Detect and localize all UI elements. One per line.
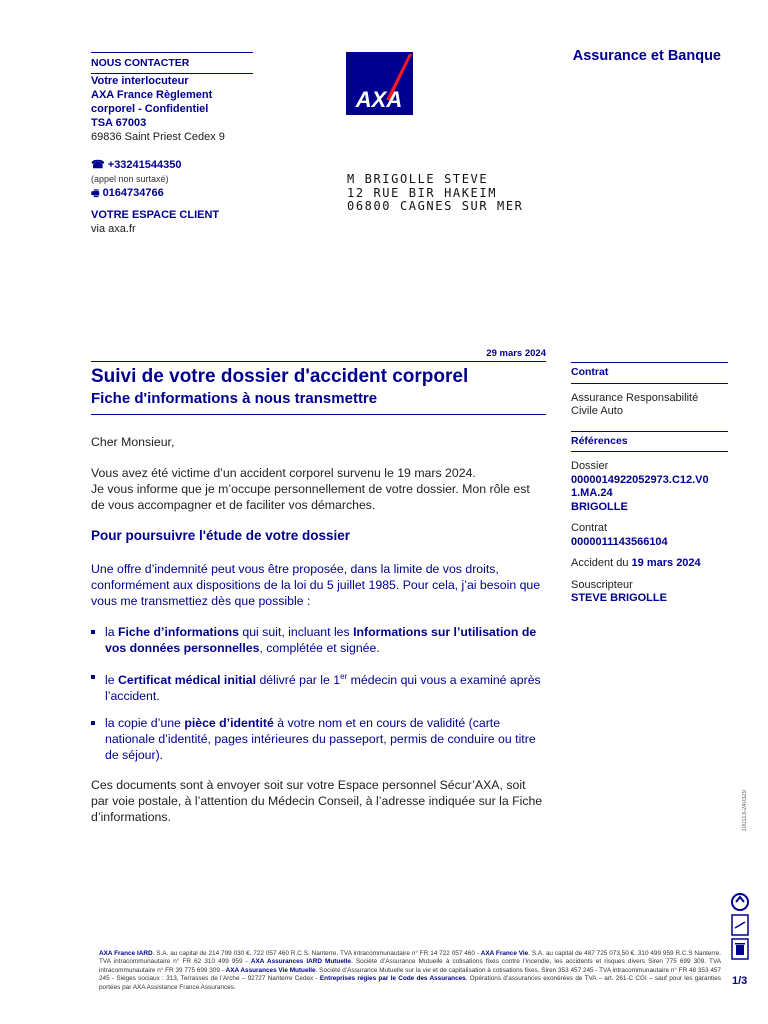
accident-row	[571, 557, 728, 571]
brand-tagline: Assurance et Banque	[572, 48, 721, 64]
contact-block	[91, 52, 253, 236]
subscriber-label: Souscripteur	[571, 578, 633, 591]
interlocutor-label: Votre interlocuteur	[91, 75, 189, 87]
phone-icon: ☎	[91, 159, 105, 171]
legal-footer: AXA France IARD. S.A. au capital de 214 799 030 €. 722 057 460 R.C.S. Nanterre. TVA intracommunautaire n° FR 14 722 057 460 - AXA France Vie. S.A. au capital de 487 725 073,50 €. 310 499 959 R.C.S Nanterre. TVA intracommunautaire n° FR 62 310 499 959 - AXA Assurances IARD Mutuelle. Société d’Assurance Mutuelle à cotisations fixes contre l’incendie, les accidents et risques divers Siren 775 699 309. TVA intracommunautaire n° FR 39 775 699 309 - AXA Assurances Vie Mutuelle. Société d’Assurance Mutuelle sur la vie et de capitalisation à cotisations fixes. Siren 353 457 245 - TVA intracommunautaire n° FR 48 353 457 245 - Sièges sociaux : 313, Terrasses de l’Arche – 92727 Nanterre Cedex - Entreprises régies par le Code des Assurances. Opérations d’assurances exonérées de TVA – art. 261-C CGI – sauf pour les garanties portées par AXA Assistance France Assurances.	[99, 950, 721, 991]
letter-title: Suivi de votre dossier d'accident corporel	[91, 366, 469, 387]
list-item: la Fiche d’informations qui suit, incluant les Informations sur l’utilisation de vos données personnelles, complétée et signée.	[91, 624, 546, 656]
recycle-icon	[730, 892, 750, 912]
accident-value: 19 mars 2024	[631, 557, 701, 569]
contact-heading: NOUS CONTACTER	[91, 52, 253, 70]
letter-date: 29 mars 2024	[91, 348, 546, 362]
recipient-line3: 06800 CAGNES SUR MER	[347, 199, 524, 213]
paper-icon	[730, 914, 750, 936]
dossier-value-2: 1.MA.24	[571, 487, 613, 499]
recipient-line1: M BRIGOLLE STEVE	[347, 172, 489, 186]
logo-text: AXA	[355, 87, 403, 112]
bullet3-bold: pièce d’identité	[184, 716, 274, 730]
client-space-link[interactable]: via axa.fr	[91, 223, 136, 235]
list-item: le Certificat médical initial délivré par le 1er médecin qui vous a examiné après l’accident.	[91, 669, 546, 704]
tsa: TSA 67003	[91, 117, 147, 129]
title-rule	[91, 414, 546, 415]
intro-line2: Je vous informe que je m’occupe personnellement de votre dossier. Mon rôle est de vous accompagner et de faciliter vos démarches.	[91, 482, 530, 512]
bullet-icon	[91, 675, 95, 679]
recipient-line2: 12 RUE BIR HAKEIM	[347, 185, 498, 200]
dossier-value-1: 0000014922052973.C12.V0	[571, 473, 709, 486]
section-heading: Pour poursuivre l'étude de votre dossier	[91, 528, 351, 543]
org-line1: AXA France Règlement	[91, 89, 213, 101]
bullet1-bold1: Fiche d’informations	[118, 625, 239, 639]
bullet1-bold2: Informations sur l’utilisation de vos données personnelles	[105, 625, 537, 655]
contract-value: Assurance Responsabilité Civile Auto	[571, 391, 699, 417]
trash-bin-icon	[730, 938, 750, 960]
side-panel	[571, 362, 728, 606]
accident-label: Accident du	[571, 557, 629, 569]
contrat-label: Contrat	[571, 522, 608, 534]
bullet2-bold: Certificat médical initial	[118, 673, 257, 688]
contact-city: 69836 Saint Priest Cedex 9	[91, 131, 225, 143]
intro-line1: Vous avez été victime d’un accident corporel survenu le 19 mars 2024.	[91, 466, 476, 480]
axa-logo	[346, 52, 413, 115]
fax-row	[91, 186, 253, 200]
axa-logo-icon	[346, 52, 413, 115]
subscriber-value: STEVE BRIGOLLE	[571, 592, 667, 604]
phone-row	[91, 158, 253, 172]
document-id: 100113-240329	[742, 790, 748, 832]
contrat-value: 0000011143566104	[571, 535, 668, 548]
references-heading: Références	[571, 431, 728, 449]
bullet-icon	[91, 721, 95, 725]
intro-paragraph	[91, 465, 546, 513]
phone-number[interactable]: +33241544350	[107, 159, 182, 171]
fax-number: 0164734766	[102, 187, 164, 199]
bullet-icon	[91, 630, 95, 634]
phone-note: (appel non surtaxé)	[91, 174, 169, 184]
org-line2: corporel - Confidentiel	[91, 103, 209, 115]
closing-paragraph: Ces documents sont à envoyer soit sur votre Espace personnel Sécur’AXA, soit par voie postale, à l’attention du Médecin Conseil, à l’adresse indiquée sur la Fiche d’informations.	[91, 778, 543, 824]
list-item: la copie d’une pièce d’identité à votre nom et en cours de validité (carte nationale d’identité, pages intérieures du passeport, permis de conduire ou titre de séjour).	[91, 715, 546, 763]
contract-heading: Contrat	[571, 362, 728, 380]
letter-subtitle: Fiche d'informations à nous transmettre	[91, 390, 378, 407]
client-space-label: VOTRE ESPACE CLIENT	[91, 209, 220, 221]
section-paragraph: Une offre d’indemnité peut vous être proposée, dans la limite de vos droits, conformément aux dispositions de la loi du 5 juillet 1985. Pour cela, j’ai besoin que vous me transmettiez dès que possible :	[91, 562, 541, 608]
recipient-address	[347, 173, 524, 214]
fax-icon: 🖷	[91, 188, 100, 198]
greeting: Cher Monsieur,	[91, 435, 175, 449]
dossier-value-3: BRIGOLLE	[571, 500, 628, 513]
page-number: 1/3	[732, 975, 748, 987]
dossier-label: Dossier	[571, 460, 609, 472]
